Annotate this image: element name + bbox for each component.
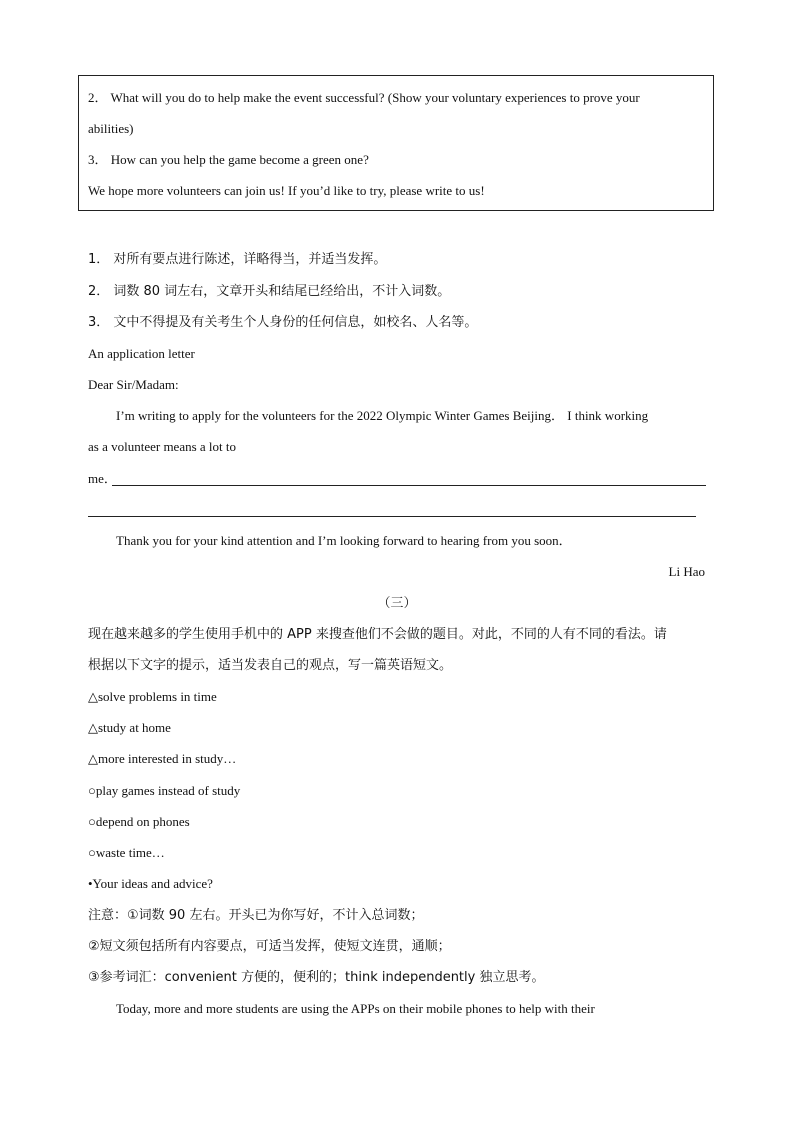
note-1: 注意：①词数 90 左右。开头已为你写好，不计入总词数； — [88, 908, 424, 923]
letter-closing: Thank you for your kind attention and I’m looking forward to hearing from you soon． — [116, 533, 572, 548]
letter-salutation: Dear Sir/Madam: — [88, 377, 179, 392]
section-intro-line1: 现在越来越多的学生使用手机中的 APP 来搜查他们不会做的题目。对此，不同的人有不同的看法。请 — [88, 627, 667, 642]
point-item: ○waste time… — [88, 845, 165, 860]
point-item: ○play games instead of study — [88, 783, 241, 798]
box-question-2-line1: 2． What will you do to help make the event successful? (Show your voluntary experiences to prove your — [88, 90, 640, 105]
point-item: △more interested in study… — [88, 751, 237, 766]
box-question-3: 3． How can you help the game become a green one? — [88, 152, 369, 167]
note-3: ③参考词汇：convenient 方便的，便利的；think independently 独立思考。 — [88, 970, 545, 985]
letter-blank-prefix: me． — [88, 471, 117, 486]
point-item: △solve problems in time — [88, 689, 217, 704]
letter-title: An application letter — [88, 346, 195, 361]
section-intro-line2: 根据以下文字的提示，适当发表自己的观点，写一篇英语短文。 — [88, 658, 453, 673]
point-item: ○depend on phones — [88, 814, 190, 829]
requirement-3: 3． 文中不得提及有关考生个人身份的任何信息，如校名、人名等。 — [88, 315, 478, 330]
essay-opening: Today, more and more students are using the APPs on their mobile phones to help with their — [116, 1001, 595, 1016]
section-heading: （三） — [377, 596, 417, 611]
point-item: •Your ideas and advice? — [88, 876, 213, 891]
note-2: ②短文须包括所有内容要点，可适当发挥，使短文连贯，通顺； — [88, 939, 451, 954]
box-question-2-line2: abilities) — [88, 121, 134, 136]
requirement-1: 1． 对所有要点进行陈述，详略得当，并适当发挥。 — [88, 252, 387, 267]
answer-line-2 — [88, 516, 696, 517]
answer-line-1 — [112, 485, 706, 486]
point-item: △study at home — [88, 720, 171, 735]
letter-signature: Li Hao — [668, 564, 705, 579]
requirement-2: 2． 词数 80 词左右，文章开头和结尾已经给出，不计入词数。 — [88, 284, 451, 299]
letter-body-line2: as a volunteer means a lot to — [88, 439, 237, 454]
box-closing: We hope more volunteers can join us! If you’d like to try, please write to us! — [88, 183, 485, 198]
letter-body-line1: I’m writing to apply for the volunteers for the 2022 Olympic Winter Games Beijing． I think working — [116, 408, 649, 423]
